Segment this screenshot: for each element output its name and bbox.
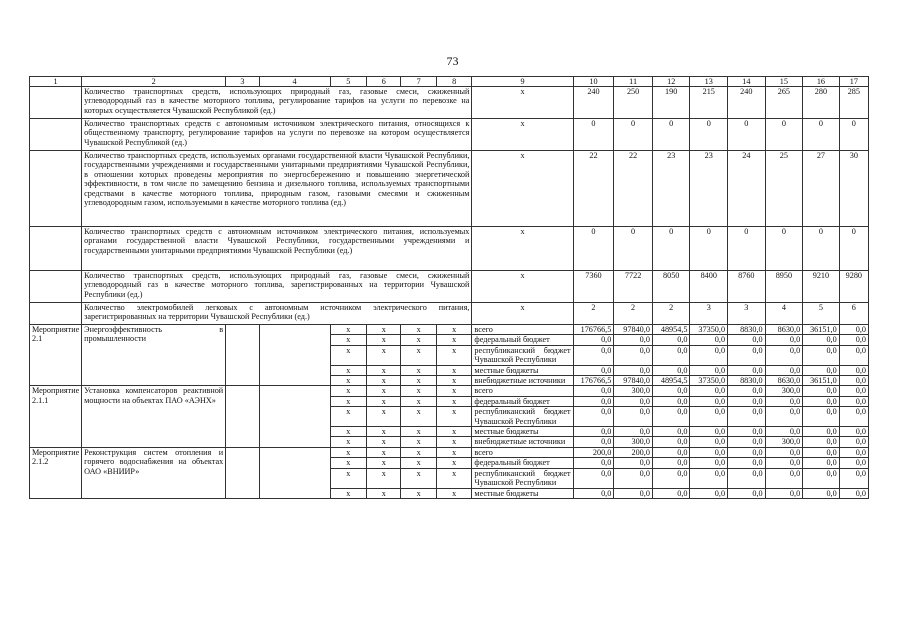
funding-mark: x [436,488,471,498]
funding-value: 0,0 [839,427,868,437]
funding-value: 0,0 [765,407,803,427]
funding-mark: x [401,407,436,427]
indicator-value: 0 [614,227,653,271]
funding-value: 0,0 [803,458,840,468]
funding-value: 0,0 [839,407,868,427]
funding-source: внебюджетные источники [472,437,573,447]
indicator-value: 0 [690,227,728,271]
empty-cell [30,303,82,325]
funding-mark: x [367,407,401,427]
funding-source: всего [472,447,573,457]
funding-value: 0,0 [728,386,766,396]
funding-value: 0,0 [803,396,840,406]
funding-mark: x [401,365,436,375]
funding-value: 300,0 [765,386,803,396]
funding-mark: x [436,447,471,457]
empty-cell [259,386,330,447]
funding-mark: x [330,386,367,396]
header-cell: 3 [226,77,259,87]
header-cell: 5 [330,77,367,87]
funding-mark: x [436,458,471,468]
funding-value: 0,0 [573,488,614,498]
funding-value: 48954,5 [652,325,690,335]
measure-name: Установка компенсаторов реактивной мощности на объектах ПАО «АЭНХ» [82,386,226,447]
funding-value: 0,0 [839,386,868,396]
funding-value: 0,0 [690,447,728,457]
funding-value: 0,0 [803,447,840,457]
indicator-row [30,87,869,119]
funding-value: 0,0 [690,335,728,345]
indicator-value: 27 [803,151,840,227]
funding-value: 200,0 [614,447,653,457]
indicator-value: 30 [839,151,868,227]
funding-value: 0,0 [839,447,868,457]
funding-value: 0,0 [652,335,690,345]
funding-mark: x [330,447,367,457]
funding-mark: x [436,335,471,345]
indicator-text: Количество транспортных средств, использующих природный газ, газовые смеси, сжиженный углеводородный газ в качестве моторного топлива, регулирование тарифов на услуги по перевозке на которых осуществляется Чувашской Республикой (ед.) [82,87,472,119]
indicator-row [30,151,869,227]
indicator-value: 0 [614,119,653,151]
funding-value: 0,0 [652,488,690,498]
indicator-value: 0 [839,227,868,271]
funding-mark: x [436,407,471,427]
funding-value: 0,0 [728,335,766,345]
indicator-value: 4 [765,303,803,325]
funding-value: 0,0 [728,427,766,437]
funding-value: 0,0 [573,437,614,447]
funding-value: 36151,0 [803,376,840,386]
funding-value: 0,0 [728,447,766,457]
funding-mark: x [330,376,367,386]
funding-value: 0,0 [839,488,868,498]
indicator-value: 2 [652,303,690,325]
funding-source: всего [472,325,573,335]
funding-mark: x [401,458,436,468]
indicator-value: 0 [573,227,614,271]
funding-value: 0,0 [803,468,840,488]
funding-value: 0,0 [573,396,614,406]
funding-mark: x [436,468,471,488]
funding-value: 0,0 [652,386,690,396]
header-cell: 4 [259,77,330,87]
header-cell: 2 [82,77,226,87]
funding-value: 0,0 [728,458,766,468]
indicator-value: 25 [765,151,803,227]
funding-mark: x [367,325,401,335]
funding-mark: x [436,325,471,335]
funding-mark: x [367,437,401,447]
indicator-value: 2 [614,303,653,325]
funding-value: 0,0 [614,396,653,406]
funding-source: местные бюджеты [472,427,573,437]
empty-cell [259,325,330,386]
funding-value: 8630,0 [765,376,803,386]
funding-value: 36151,0 [803,325,840,335]
funding-value: 0,0 [614,468,653,488]
funding-value: 0,0 [803,488,840,498]
indicator-value: 265 [765,87,803,119]
funding-source: всего [472,386,573,396]
funding-mark: x [367,427,401,437]
funding-mark: x [436,386,471,396]
funding-mark: x [367,447,401,457]
indicator-value: 0 [803,227,840,271]
funding-row [30,325,869,335]
indicator-value: 8950 [765,271,803,303]
indicator-value: 240 [573,87,614,119]
indicator-value: 2 [573,303,614,325]
empty-cell [226,325,259,386]
funding-value: 0,0 [652,437,690,447]
funding-value: 0,0 [573,335,614,345]
funding-mark: x [330,458,367,468]
funding-mark: x [367,386,401,396]
funding-value: 0,0 [803,365,840,375]
funding-value: 300,0 [614,437,653,447]
empty-cell [30,87,82,119]
header-cell: 14 [728,77,766,87]
funding-value: 0,0 [765,396,803,406]
header-cell: 8 [436,77,471,87]
funding-value: 0,0 [839,376,868,386]
indicator-value: 0 [765,119,803,151]
indicator-value: 8400 [690,271,728,303]
empty-cell [226,386,259,447]
funding-value: 0,0 [690,437,728,447]
indicator-value: 8050 [652,271,690,303]
header-cell: 17 [839,77,868,87]
funding-mark: x [330,365,367,375]
funding-mark: x [401,325,436,335]
funding-value: 0,0 [573,407,614,427]
funding-value: 0,0 [573,345,614,365]
funding-value: 0,0 [652,458,690,468]
funding-mark: x [436,427,471,437]
indicator-text: Количество транспортных средств с автономным источником электрического питания, относящихся к общественному транспорту, регулирование тарифов на услуги по перевозке на котором осуществляется Чувашской Республикой (ед.) [82,119,472,151]
header-cell: 13 [690,77,728,87]
indicator-text: Количество транспортных средств с автономным источником электрического питания, используемых органами государственной власти Чувашской Республики, государственными учреждениями и государственными унитарными предприятиями Чувашской Республики (ед.) [82,227,472,271]
measure-name: Энергоэффективность в промышленности [82,325,226,386]
empty-cell [30,151,82,227]
indicator-mark: x [472,227,573,271]
funding-value: 37350,0 [690,376,728,386]
funding-value: 0,0 [652,345,690,365]
funding-value: 0,0 [728,407,766,427]
header-cell: 9 [472,77,573,87]
funding-value: 0,0 [765,427,803,437]
funding-mark: x [401,447,436,457]
header-cell: 1 [30,77,82,87]
funding-value: 0,0 [803,427,840,437]
funding-value: 0,0 [765,488,803,498]
funding-value: 0,0 [690,345,728,365]
funding-value: 200,0 [573,447,614,457]
header-cell: 12 [652,77,690,87]
indicator-value: 240 [728,87,766,119]
header-cell: 7 [401,77,436,87]
indicator-value: 9280 [839,271,868,303]
funding-mark: x [367,488,401,498]
funding-value: 176766,5 [573,325,614,335]
funding-value: 0,0 [728,468,766,488]
funding-source: республиканский бюджет Чувашской Республики [472,345,573,365]
funding-value: 0,0 [803,335,840,345]
indicator-row [30,303,869,325]
funding-value: 0,0 [614,458,653,468]
funding-value: 0,0 [803,437,840,447]
funding-value: 0,0 [652,365,690,375]
funding-value: 0,0 [614,427,653,437]
funding-value: 0,0 [765,447,803,457]
indicator-value: 190 [652,87,690,119]
funding-value: 0,0 [839,365,868,375]
funding-value: 0,0 [839,396,868,406]
funding-value: 0,0 [765,335,803,345]
indicator-value: 280 [803,87,840,119]
funding-value: 0,0 [614,335,653,345]
header-cell: 6 [367,77,401,87]
funding-mark: x [401,345,436,365]
indicator-value: 5 [803,303,840,325]
funding-mark: x [401,488,436,498]
funding-mark: x [367,396,401,406]
indicator-value: 0 [839,119,868,151]
funding-mark: x [436,365,471,375]
funding-mark: x [330,396,367,406]
indicator-value: 22 [614,151,653,227]
funding-value: 97840,0 [614,325,653,335]
header-row [30,77,869,87]
indicator-value: 7360 [573,271,614,303]
indicator-value: 215 [690,87,728,119]
indicator-value: 0 [652,119,690,151]
indicator-value: 0 [652,227,690,271]
indicator-value: 0 [690,119,728,151]
indicator-mark: x [472,119,573,151]
funding-value: 0,0 [573,468,614,488]
funding-source: местные бюджеты [472,365,573,375]
funding-value: 0,0 [690,488,728,498]
funding-source: федеральный бюджет [472,335,573,345]
funding-source: республиканский бюджет Чувашской Республики [472,468,573,488]
measure-code: Мероприятие 2.1 [30,325,82,386]
funding-value: 0,0 [652,407,690,427]
funding-mark: x [330,325,367,335]
funding-value: 97840,0 [614,376,653,386]
funding-mark: x [436,396,471,406]
funding-value: 0,0 [690,396,728,406]
indicator-row [30,119,869,151]
page-number: 73 [446,54,459,68]
indicator-mark: x [472,271,573,303]
indicator-value: 250 [614,87,653,119]
indicator-value: 3 [728,303,766,325]
funding-value: 0,0 [573,386,614,396]
funding-mark: x [330,468,367,488]
funding-value: 0,0 [573,365,614,375]
funding-value: 0,0 [839,335,868,345]
funding-value: 0,0 [690,407,728,427]
funding-mark: x [401,335,436,345]
funding-mark: x [367,345,401,365]
funding-mark: x [401,468,436,488]
funding-value: 0,0 [614,345,653,365]
funding-value: 0,0 [690,365,728,375]
funding-mark: x [436,345,471,365]
funding-value: 300,0 [614,386,653,396]
funding-mark: x [401,437,436,447]
funding-mark: x [401,427,436,437]
funding-mark: x [330,345,367,365]
funding-value: 0,0 [690,468,728,488]
indicator-value: 7722 [614,271,653,303]
funding-mark: x [330,335,367,345]
indicator-value: 6 [839,303,868,325]
funding-value: 0,0 [728,488,766,498]
empty-cell [259,447,330,498]
funding-mark: x [330,488,367,498]
funding-value: 0,0 [614,407,653,427]
funding-mark: x [436,376,471,386]
funding-value: 0,0 [839,345,868,365]
funding-mark: x [330,437,367,447]
empty-cell [30,227,82,271]
funding-value: 0,0 [652,447,690,457]
empty-cell [226,447,259,498]
funding-mark: x [367,376,401,386]
funding-value: 0,0 [803,386,840,396]
funding-value: 37350,0 [690,325,728,335]
indicator-value: 0 [573,119,614,151]
indicator-row [30,227,869,271]
funding-row [30,386,869,396]
funding-mark: x [367,335,401,345]
funding-source: местные бюджеты [472,488,573,498]
indicator-row [30,271,869,303]
funding-value: 0,0 [614,365,653,375]
funding-value: 48954,5 [652,376,690,386]
indicator-value: 23 [652,151,690,227]
funding-value: 300,0 [765,437,803,447]
funding-source: внебюджетные источники [472,376,573,386]
funding-value: 0,0 [652,427,690,437]
funding-value: 0,0 [765,345,803,365]
indicator-value: 0 [728,119,766,151]
empty-cell [30,271,82,303]
funding-mark: x [330,427,367,437]
indicator-text: Количество транспортных средств, используемых органами государственной власти Чувашской Республики, государственными учреждениями и государственными унитарными предприятиями Чувашской Республики, в отношении которых проведены мероприятия по энергосбережению и повышению энергетической эффективности, в том числе по замещению бензина и дизельного топлива, используемых транспортными средствами в качестве моторного топлива, природным газом, газовыми смесями и сжиженным углеводородным газом, используемыми в качестве моторного топлива (ед.) [82,151,472,227]
indicator-value: 0 [803,119,840,151]
funding-value: 176766,5 [573,376,614,386]
indicator-value: 22 [573,151,614,227]
funding-value: 0,0 [765,468,803,488]
funding-value: 0,0 [803,407,840,427]
funding-source: федеральный бюджет [472,458,573,468]
funding-value: 0,0 [765,458,803,468]
funding-mark: x [330,407,367,427]
funding-value: 0,0 [573,427,614,437]
funding-value: 0,0 [839,437,868,447]
header-cell: 11 [614,77,653,87]
indicator-text: Количество транспортных средств, использующих природный газ, газовые смеси, сжиженный углеводородный газ в качестве моторного топлива, зарегистрированных на территории Чувашской Республики (ед.) [82,271,472,303]
indicator-value: 285 [839,87,868,119]
funding-value: 0,0 [614,488,653,498]
funding-value: 0,0 [839,458,868,468]
indicator-value: 3 [690,303,728,325]
funding-mark: x [367,468,401,488]
measure-code: Мероприятие 2.1.2 [30,447,82,498]
funding-value: 8830,0 [728,376,766,386]
indicator-value: 24 [728,151,766,227]
funding-value: 0,0 [839,468,868,488]
measure-name: Реконструкция систем отопления и горячего водоснабжения на объектах ОАО «ВНИИР» [82,447,226,498]
indicator-value: 8760 [728,271,766,303]
header-cell: 15 [765,77,803,87]
funding-value: 0,0 [728,437,766,447]
funding-value: 0,0 [573,458,614,468]
funding-value: 0,0 [652,468,690,488]
indicator-value: 9210 [803,271,840,303]
funding-value: 0,0 [690,386,728,396]
indicator-value: 0 [728,227,766,271]
funding-mark: x [401,396,436,406]
empty-cell [30,119,82,151]
indicator-mark: x [472,87,573,119]
funding-source: федеральный бюджет [472,396,573,406]
funding-value: 0,0 [690,458,728,468]
funding-value: 0,0 [652,396,690,406]
funding-value: 0,0 [728,365,766,375]
funding-mark: x [367,365,401,375]
header-cell: 10 [573,77,614,87]
funding-mark: x [436,437,471,447]
indicator-value: 23 [690,151,728,227]
funding-value: 0,0 [690,427,728,437]
indicator-mark: x [472,303,573,325]
indicator-value: 0 [765,227,803,271]
header-cell: 16 [803,77,840,87]
indicator-mark: x [472,151,573,227]
funding-value: 0,0 [728,345,766,365]
funding-value: 0,0 [839,325,868,335]
indicator-text: Количество электромобилей легковых с автономным источником электрического питания, зарегистрированных на территории Чувашской Республики (ед.) [82,303,472,325]
funding-value: 0,0 [728,396,766,406]
funding-value: 0,0 [803,345,840,365]
program-table [29,76,869,499]
funding-row [30,447,869,457]
funding-mark: x [367,458,401,468]
funding-value: 8830,0 [728,325,766,335]
funding-value: 0,0 [765,365,803,375]
funding-mark: x [401,386,436,396]
funding-mark: x [401,376,436,386]
funding-value: 8630,0 [765,325,803,335]
measure-code: Мероприятие 2.1.1 [30,386,82,447]
funding-source: республиканский бюджет Чувашской Республики [472,407,573,427]
